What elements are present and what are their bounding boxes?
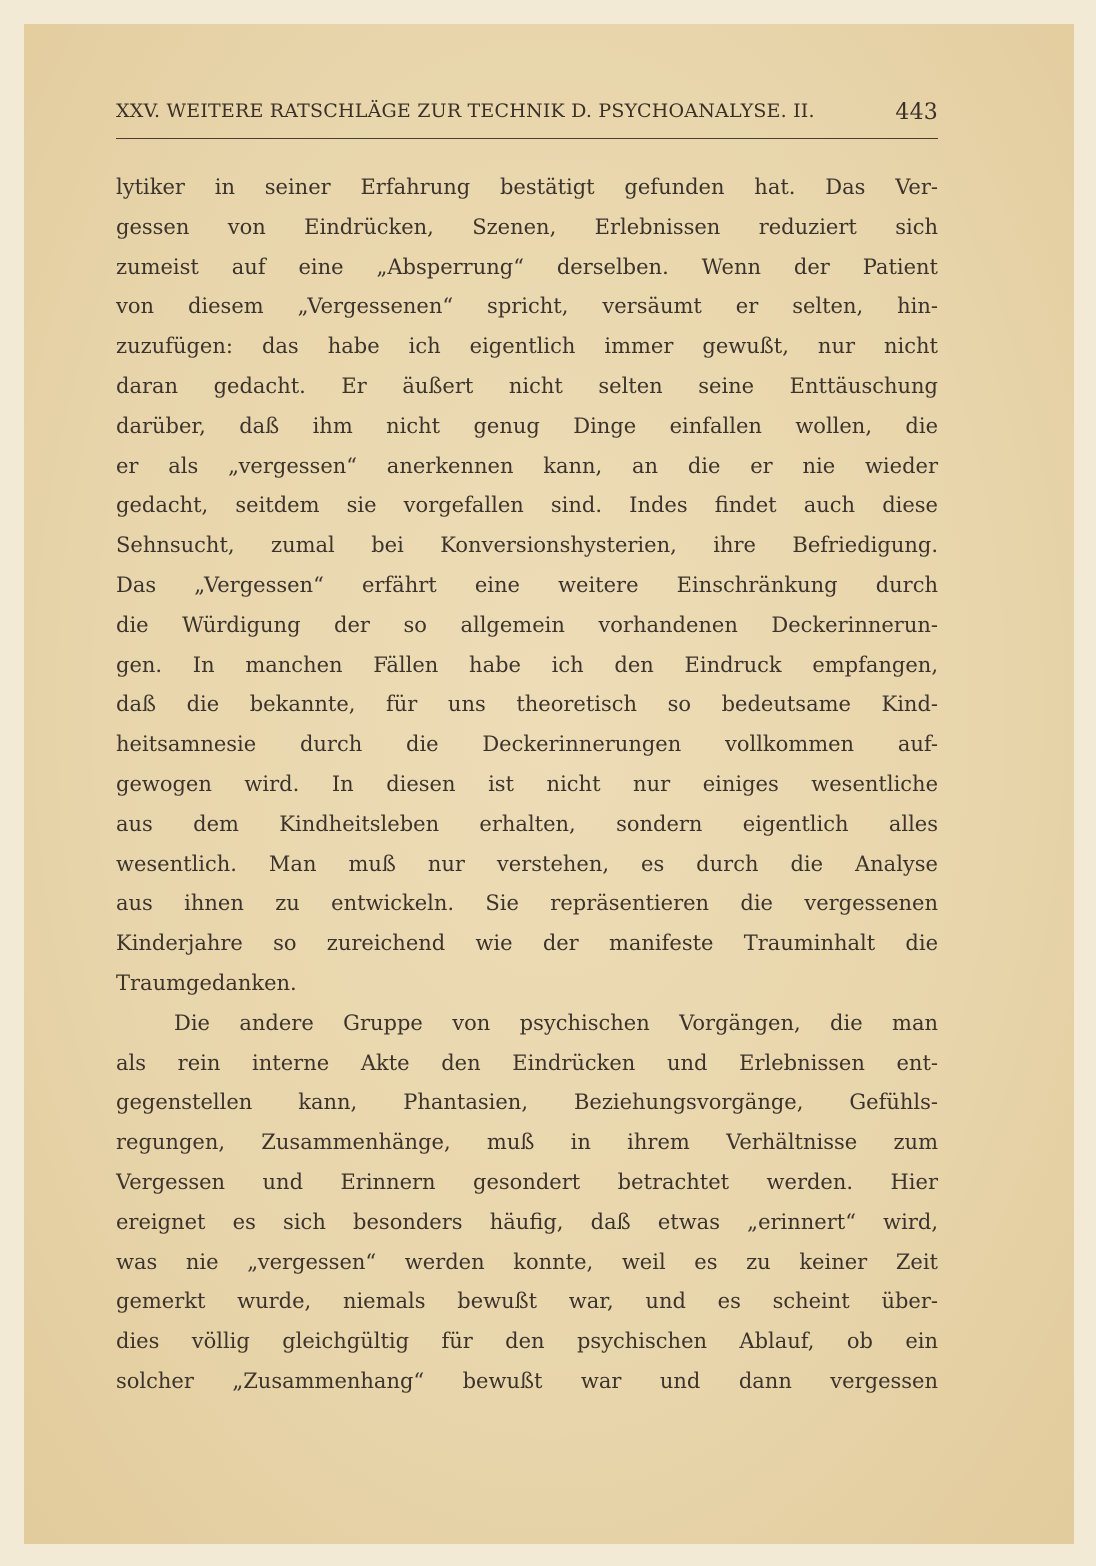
text-line: aus ihnen zu entwickeln. Sie repräsentieren die vergessenen xyxy=(116,891,938,916)
text-line: gedacht, seitdem sie vorgefallen sind. Indes findet auch diese xyxy=(116,493,938,518)
text-line: solcher „Zusammenhang“ bewußt war und dann vergessen xyxy=(116,1368,938,1393)
text-line: zuzufügen: das habe ich eigentlich immer gewußt, nur nicht xyxy=(116,334,938,359)
paragraph xyxy=(116,168,938,1004)
text-line: gen. In manchen Fällen habe ich den Eindruck empfangen, xyxy=(116,652,938,677)
text-line: gewogen wird. In diesen ist nicht nur einiges wesentliche xyxy=(116,771,938,796)
paragraph xyxy=(116,1004,938,1402)
text-line: gegenstellen kann, Phantasien, Beziehungsvorgänge, Gefühls- xyxy=(116,1090,938,1115)
text-line: Kinderjahre so zureichend wie der manifeste Trauminhalt die xyxy=(116,931,938,956)
text-line: Vergessen und Erinnern gesondert betrachtet werden. Hier xyxy=(116,1169,938,1194)
text-line: von diesem „Vergessenen“ spricht, versäumt er selten, hin- xyxy=(116,294,938,319)
page-number: 443 xyxy=(895,100,938,125)
text-line: daran gedacht. Er äußert nicht selten seine Enttäuschung xyxy=(116,373,938,398)
text-line: wesentlich. Man muß nur verstehen, es durch die Analyse xyxy=(116,851,938,876)
text-line: gemerkt wurde, niemals bewußt war, und es scheint über- xyxy=(116,1289,938,1314)
text-line: heitsamnesie durch die Deckerinnerungen vollkommen auf- xyxy=(116,732,938,757)
text-line: ereignet es sich besonders häufig, daß etwas „erinnert“ wird, xyxy=(116,1209,938,1234)
text-line: Traumgedanken. xyxy=(116,970,297,995)
running-title: XXV. WEITERE RATSCHLÄGE ZUR TECHNIK D. PSYCHOANALYSE. II. xyxy=(116,100,815,122)
text-line: aus dem Kindheitsleben erhalten, sondern eigentlich alles xyxy=(116,811,938,836)
text-line: er als „vergessen“ anerkennen kann, an die er nie wieder xyxy=(116,453,938,478)
text-line: was nie „vergessen“ werden konnte, weil es zu keiner Zeit xyxy=(116,1249,938,1274)
text-line: Sehnsucht, zumal bei Konversionshysterien, ihre Befriedigung. xyxy=(116,533,938,558)
text-line: als rein interne Akte den Eindrücken und Erlebnissen ent- xyxy=(116,1050,938,1075)
text-line: daß die bekannte, für uns theoretisch so bedeutsame Kind- xyxy=(116,692,938,717)
text-line: gessen von Eindrücken, Szenen, Erlebnissen reduziert sich xyxy=(116,214,938,239)
text-line: darüber, daß ihm nicht genug Dinge einfallen wollen, die xyxy=(116,413,938,438)
text-line: zumeist auf eine „Absperrung“ derselben. Wenn der Patient xyxy=(116,254,938,279)
text-line: die Würdigung der so allgemein vorhandenen Deckerinnerun- xyxy=(116,612,938,637)
body-text xyxy=(116,168,938,1402)
text-line: Das „Vergessen“ erfährt eine weitere Einschränkung durch xyxy=(116,572,938,597)
text-line: dies völlig gleichgültig für den psychischen Ablauf, ob ein xyxy=(116,1329,938,1354)
running-header xyxy=(116,100,938,125)
text-line: lytiker in seiner Erfahrung bestätigt gefunden hat. Das Ver- xyxy=(116,175,938,199)
text-line: regungen, Zusammenhänge, muß in ihrem Verhältnisse zum xyxy=(116,1130,938,1155)
header-rule xyxy=(116,138,938,139)
text-line: Die andere Gruppe von psychischen Vorgängen, die man xyxy=(174,1010,938,1035)
